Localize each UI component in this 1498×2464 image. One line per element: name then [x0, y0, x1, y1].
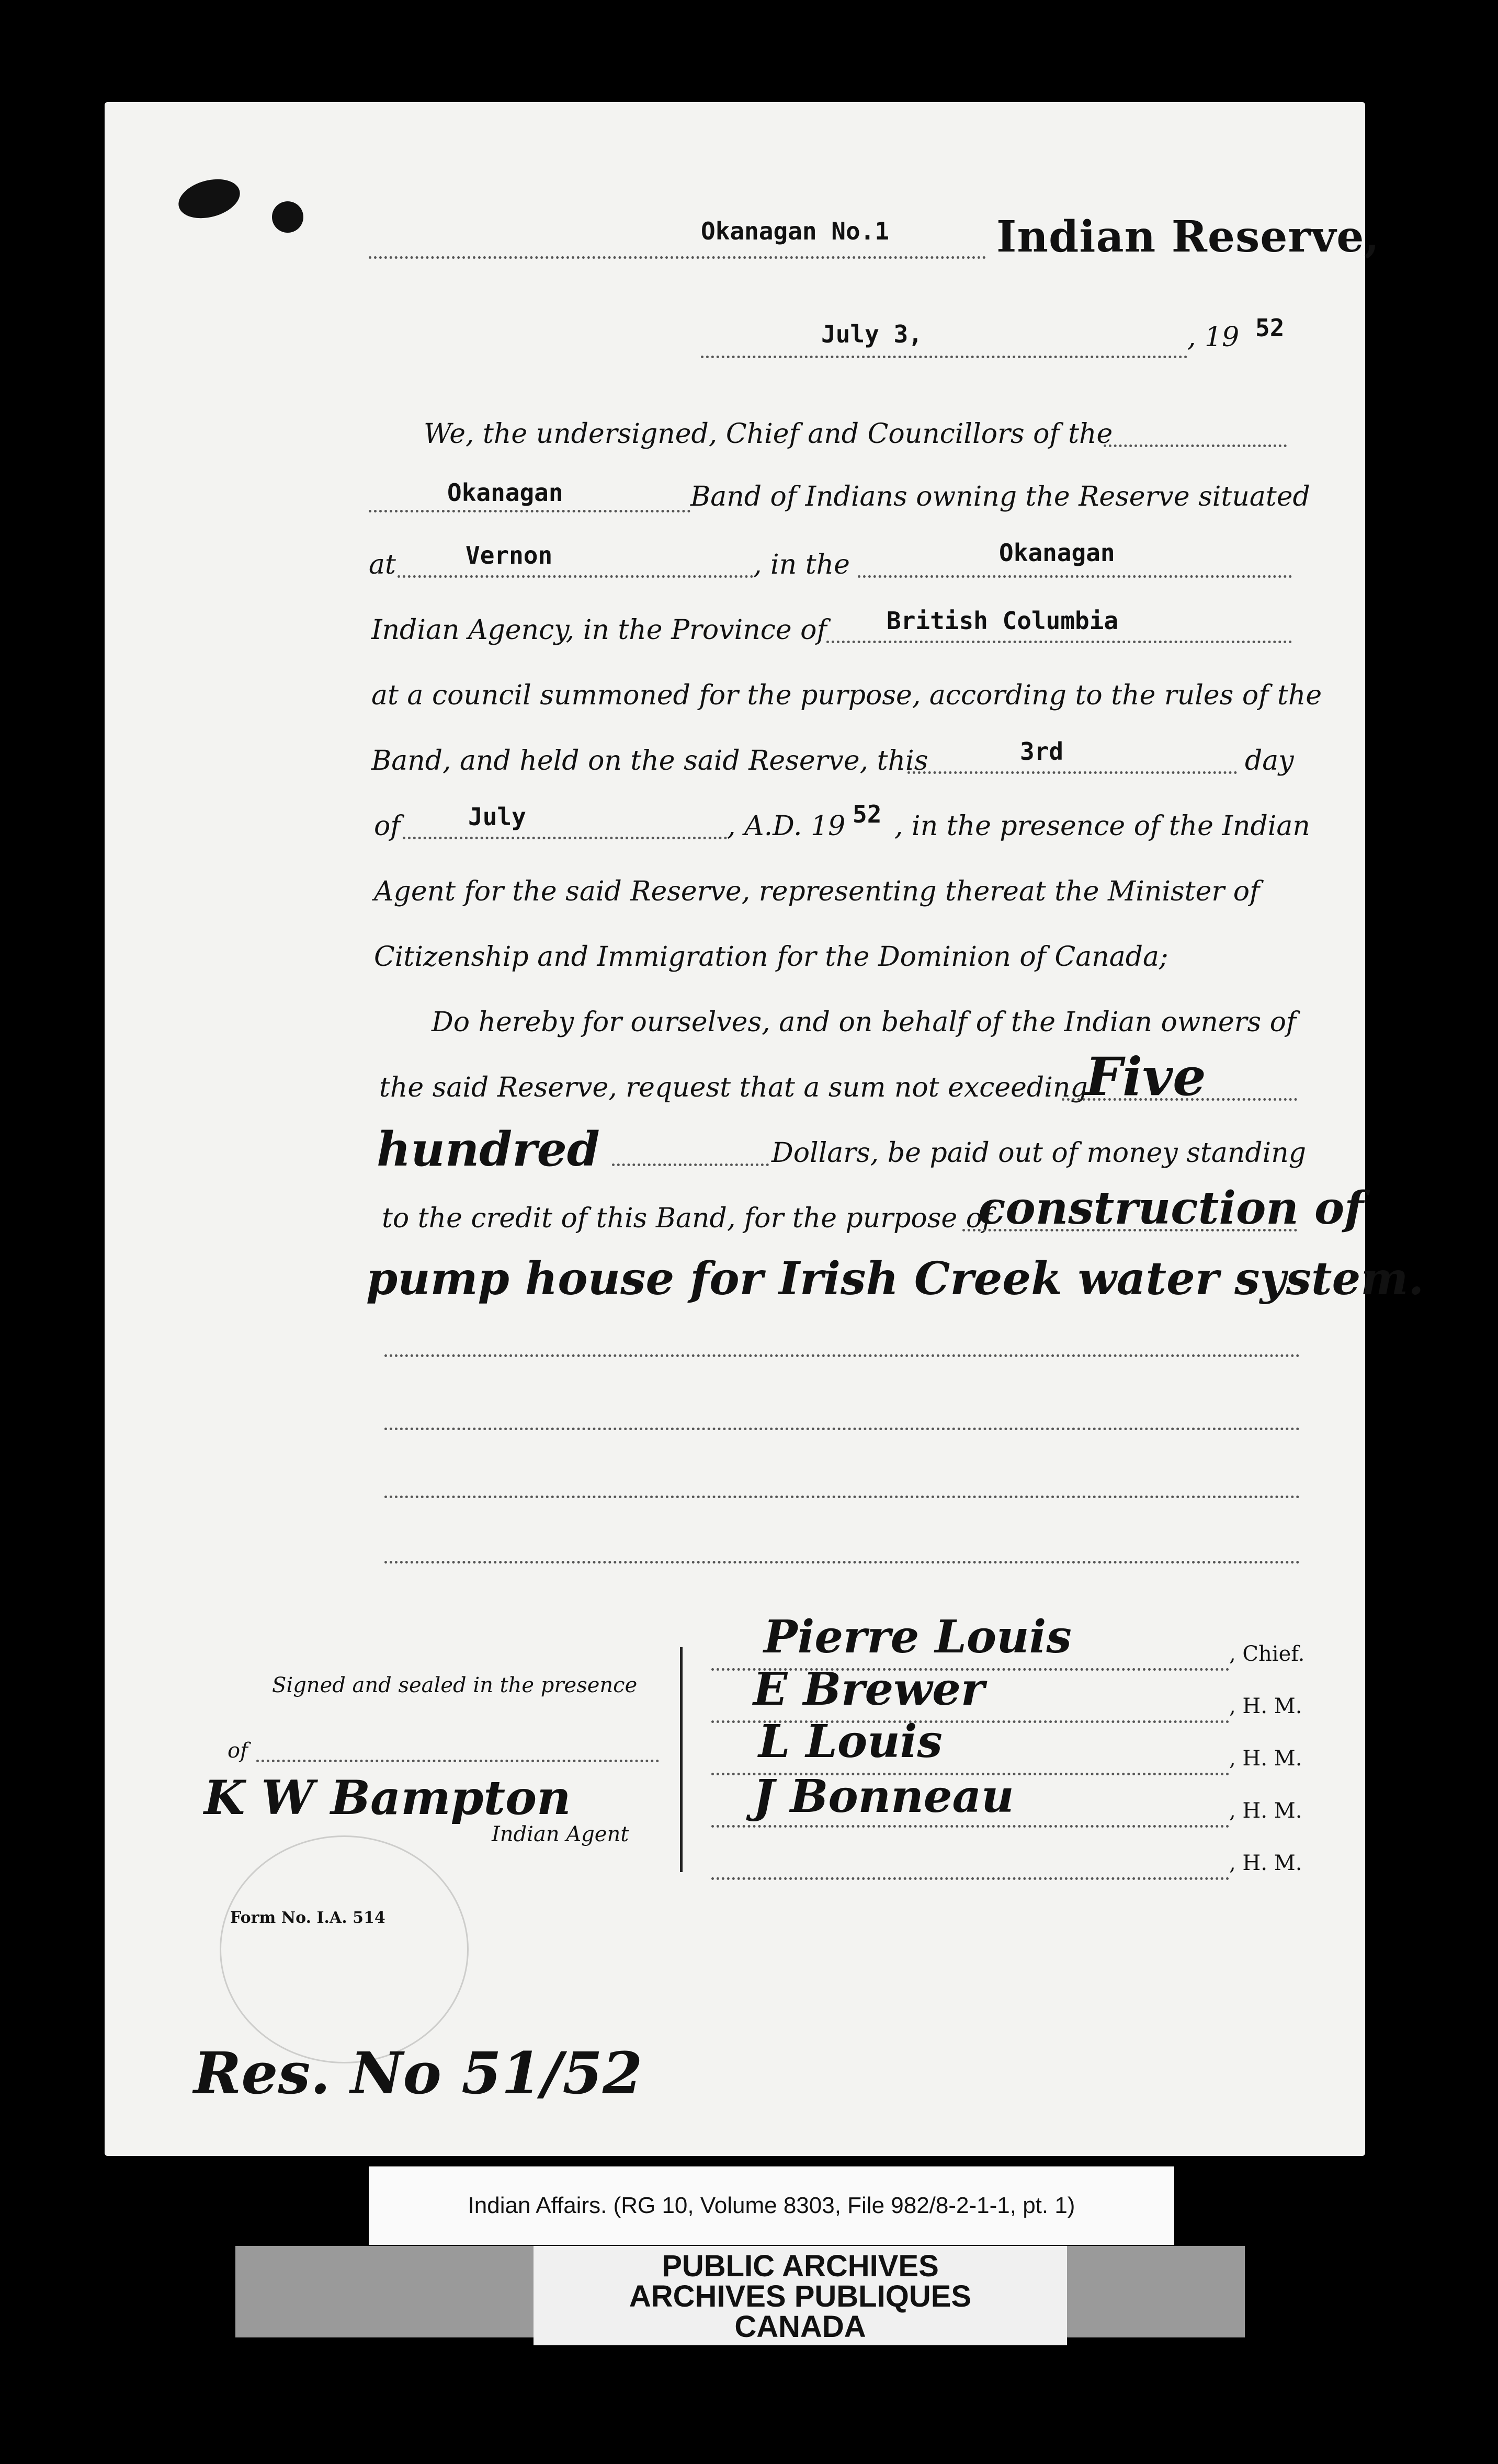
hm3-signature: J Bonneau [753, 1770, 1014, 1823]
reserve-title: Indian Reserve, [996, 212, 1380, 262]
place-name: Vernon [466, 541, 553, 569]
year-suffix: 52 [1255, 314, 1285, 342]
body-line-3-mid: , in the [753, 549, 850, 580]
witness-line [256, 1760, 659, 1762]
indian-agent-label: Indian Agent [492, 1822, 629, 1846]
signature-bracket [680, 1647, 691, 1872]
purpose-handwritten-2: pump house for Irish Creek water system. [366, 1252, 1424, 1305]
body-line-8: Agent for the said Reserve, representing thereat the Minister of [374, 876, 1260, 907]
ad-year-suffix: 52 [853, 800, 882, 828]
agency-name: Okanagan [999, 539, 1115, 567]
form-number: Form No. I.A. 514 [230, 1909, 385, 1927]
agency-blank [858, 575, 1292, 578]
body-line-3-at: at [369, 549, 396, 580]
hm1-label: , H. M. [1229, 1694, 1302, 1718]
year-prefix: , 19 [1187, 322, 1240, 353]
body-line-2: Band of Indians owning the Reserve situated [690, 481, 1310, 512]
chief-label: , Chief. [1229, 1642, 1305, 1666]
body-line-7-of: of [374, 811, 401, 842]
body-line-11: the said Reserve, request that a sum not exceeding [379, 1072, 1088, 1103]
body-line-1: We, the undersigned, Chief and Councillors of the [424, 418, 1113, 450]
blank-line-2 [384, 1428, 1300, 1430]
amount-blank-2 [612, 1163, 769, 1166]
hm3-sig-line [711, 1825, 1229, 1828]
month-filled: July [468, 803, 526, 831]
month-blank [403, 837, 727, 839]
hm1-signature: E Brewer [753, 1663, 985, 1716]
line1-blank [1104, 444, 1287, 447]
date-filled: July 3, [821, 320, 923, 348]
hm4-label: , H. M. [1229, 1851, 1302, 1875]
body-line-7-tail: , in the presence of the Indian [894, 811, 1310, 842]
body-line-7-ad: , A.D. 19 [727, 811, 846, 842]
ink-blot-dot [272, 201, 303, 233]
blank-line-3 [384, 1496, 1300, 1498]
province-name: British Columbia [887, 607, 1119, 635]
body-line-6-tail: day [1245, 745, 1294, 777]
hm2-signature: L Louis [758, 1715, 943, 1768]
resolution-note: Res. No 51/52 [194, 2039, 643, 2107]
archive-reference: Indian Affairs. (RG 10, Volume 8303, File 982/8-2-1-1, pt. 1) [369, 2166, 1174, 2245]
amount-handwritten-2: hundred [377, 1122, 600, 1177]
body-line-9: Citizenship and Immigration for the Dominion of Canada; [374, 941, 1168, 973]
hm4-sig-line [711, 1877, 1229, 1880]
archive-line-3: CANADA [734, 2310, 866, 2344]
body-line-5: at a council summoned for the purpose, according to the rules of the [371, 680, 1322, 711]
archive-stamp [549, 2251, 1051, 2342]
reserve-name: Okanagan No.1 [701, 217, 890, 245]
hm3-label: , H. M. [1229, 1799, 1302, 1823]
body-line-4: Indian Agency, in the Province of [371, 614, 827, 646]
blank-line-4 [384, 1561, 1300, 1564]
province-blank [826, 641, 1292, 643]
faint-seal-stamp [220, 1835, 469, 2063]
amount-handwritten-1: Five [1085, 1046, 1206, 1108]
of-label: of [228, 1739, 248, 1763]
date-line [701, 356, 1187, 358]
body-line-12: Dollars, be paid out of money standing [771, 1137, 1307, 1169]
body-line-6: Band, and held on the said Reserve, this [371, 745, 928, 777]
band-name: Okanagan [447, 478, 563, 507]
band-blank [369, 510, 690, 512]
day-blank [907, 771, 1237, 774]
reserve-name-line [369, 256, 986, 259]
agent-signature: K W Bampton [204, 1770, 571, 1826]
archive-line-2: ARCHIVES PUBLIQUES [629, 2279, 972, 2313]
body-line-10: Do hereby for ourselves, and on behalf of the Indian owners of [432, 1007, 1297, 1038]
blank-line-1 [384, 1354, 1300, 1357]
body-line-13: to the credit of this Band, for the purpose of [382, 1203, 993, 1234]
purpose-handwritten-1: construction of [978, 1182, 1364, 1235]
place-blank [398, 575, 753, 578]
day-filled: 3rd [1020, 737, 1064, 766]
signed-sealed-label: Signed and sealed in the presence [272, 1673, 638, 1697]
archive-line-1: PUBLIC ARCHIVES [662, 2249, 939, 2283]
chief-signature: Pierre Louis [764, 1611, 1072, 1663]
hm2-label: , H. M. [1229, 1747, 1302, 1771]
